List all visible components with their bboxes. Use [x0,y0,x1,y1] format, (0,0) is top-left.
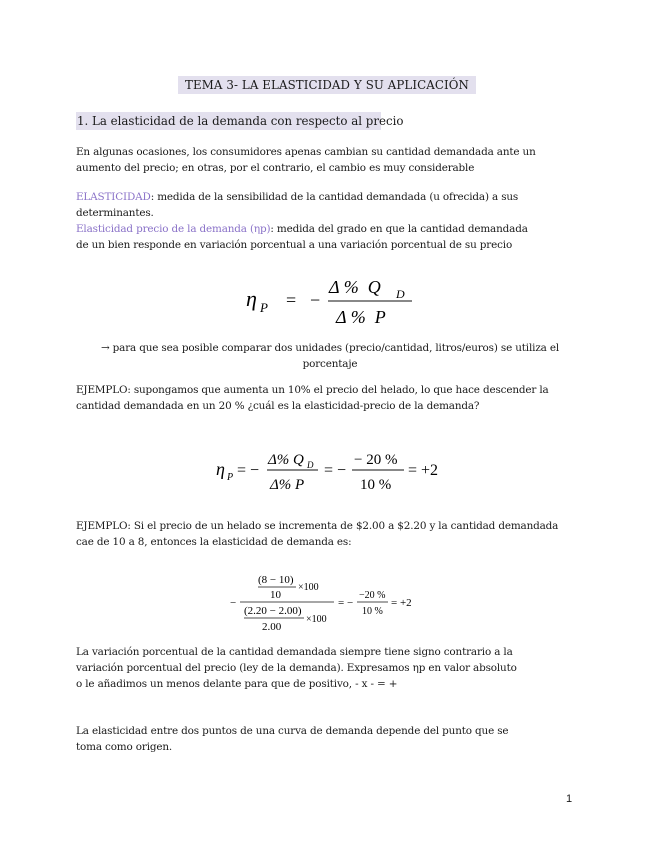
note-line: porcentaje [302,358,358,370]
numerator-1: Δ% Q [268,452,304,468]
definition-line [76,221,528,237]
page-title: TEMA 3- LA ELASTICIDAD Y SU APLICACIÓN [178,76,476,94]
subscript-d: D [307,460,314,470]
subscript-p: P [260,300,268,315]
denominator-1: Δ% P [270,477,305,493]
sign-paragraph [76,644,517,692]
times-100-top: ×100 [298,582,319,593]
result: = +2 [408,462,439,479]
minus-sign: − [230,597,237,609]
definition-term: Elasticidad precio de la demanda (ηp) [76,223,271,235]
subscript-d: D [396,287,405,301]
example-2-paragraph [76,518,558,550]
formula-denominator: Δ % P [336,307,386,327]
definition-text: : medida de la sensibilidad de la cantidad demandada (u ofrecida) a sus [150,191,519,203]
denominator-2: 10 % [362,606,383,617]
equals-sign: = [286,290,297,310]
example-2-formula [228,570,428,638]
paragraph-line: La elasticidad entre dos puntos de una curva de demanda depende del punto que se [76,725,509,737]
points-paragraph [76,723,508,755]
numerator-2: − 20 % [354,452,398,468]
definition-elasticidad-precio [76,221,528,253]
equals-minus: = − [338,597,354,609]
definition-line: de un bien responde en variación porcentual a una variación porcentual de su precio [76,239,513,251]
formula-numerator: Δ % Q [329,277,381,297]
denominator-2: 10 % [360,477,392,493]
minus-sign: − [310,290,321,310]
result: = +2 [391,597,412,609]
equals-minus: = − [237,462,260,479]
denominator-bottom: 2.00 [262,621,282,633]
example-line: cae de 10 a 8, entonces la elasticidad de demanda es: [76,536,352,548]
page-number: 1 [566,793,573,805]
definition-line [76,189,518,205]
subscript-p: P [227,472,234,483]
example-1-formula [210,440,450,500]
example-1-paragraph [76,382,549,414]
example-line: EJEMPLO: supongamos que aumenta un 10% el precio del helado, lo que hace descender la [76,384,549,396]
eta-symbol: η [216,459,225,479]
definition-text: : medida del grado en que la cantidad demandada [270,223,528,235]
example-line: EJEMPLO: Si el precio de un helado se incrementa de $2.00 a $2.20 y la cantidad demandada [76,520,559,532]
elasticity-formula [230,266,430,336]
equals-minus-2: = − [324,462,347,479]
definition-line: determinantes. [76,207,154,219]
numerator-bottom: 10 [270,589,281,601]
paragraph-line: La variación porcentual de la cantidad demandada siempre tiene signo contrario a la [76,646,513,658]
numerator-2: −20 % [359,590,386,601]
denominator-top: (2.20 − 2.00) [244,605,302,617]
example-line: cantidad demandada en un 20 % ¿cuál es la elasticidad-precio de la demanda? [76,400,480,412]
times-100-bottom: ×100 [306,614,327,625]
paragraph-line: variación porcentual del precio (ley de la demanda). Expresamos ηp en valor absoluto [76,662,517,674]
intro-line: En algunas ocasiones, los consumidores apenas cambian su cantidad demandada ante un [76,146,536,158]
intro-line: aumento del precio; en otras, por el contrario, el cambio es muy considerable [76,162,475,174]
note-paragraph [60,340,600,372]
intro-paragraph [76,144,536,176]
note-line: → para que sea posible comparar dos unidades (precio/cantidad, litros/euros) se utiliza el [100,342,560,354]
definition-elasticidad [76,189,518,221]
paragraph-line: o le añadimos un menos delante para que de positivo, - x - = + [76,678,398,690]
numerator-top: (8 − 10) [258,574,294,586]
eta-symbol: η [246,286,257,311]
paragraph-line: toma como origen. [76,741,173,753]
definition-term: ELASTICIDAD [76,191,151,203]
section-heading: 1. La elasticidad de la demanda con respecto al precio [77,114,404,128]
